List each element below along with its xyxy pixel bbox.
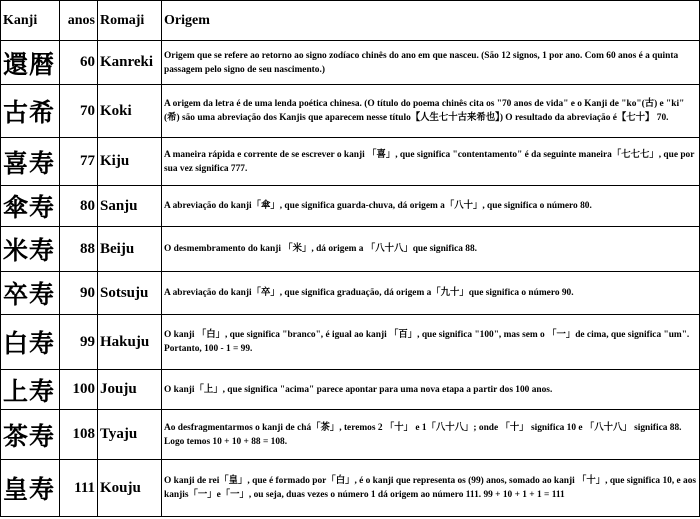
origem-cell: O kanji「上」, que significa "acima" parece apontar para uma nova etapa a partir dos 100 anos. [162,370,700,410]
romaji-cell: Beiju [98,227,162,272]
kanji-cell: 米寿 [1,227,60,272]
table-row [1,315,700,370]
romaji-cell: Tyaju [98,410,162,460]
anos-cell: 108 [60,410,98,460]
header-origem: Origem [162,1,700,41]
origem-cell: O desmembramento do kanji 「米」, dá origem a 「八十八」que significa 88. [162,227,700,272]
romaji-cell: Kouju [98,460,162,517]
romaji-cell: Sanju [98,186,162,227]
romaji-cell: Kanreki [98,41,162,85]
kanji-cell: 還暦 [1,41,60,85]
kanji-cell: 上寿 [1,370,60,410]
anos-cell: 90 [60,272,98,315]
origem-cell: Ao desfragmentarmos o kanji de chá「茶」, teremos 2 「十」 e 1「八十八」; onde 「十」 significa 10 e 「八十八」 significa 88. Logo temos 10 + 10 + 88 = 108. [162,410,700,460]
kanji-cell: 喜寿 [1,138,60,186]
kanji-cell: 傘寿 [1,186,60,227]
origem-cell: A origem da letra é de uma lenda poética chinesa. (O título do poema chinês cita os "70 anos de vida" e o Kanji de "ko"(古) e "ki"(希) são uma abreviação dos Kanjis que aparecem nesse título【人生七十古来希也】) O resultado da abreviação é【七十】 70. [162,85,700,138]
romaji-cell: Hakuju [98,315,162,370]
header-row [1,1,700,41]
kanji-cell: 茶寿 [1,410,60,460]
header-romaji: Romaji [98,1,162,41]
anos-cell: 111 [60,460,98,517]
origem-cell: A abreviação do kanji「傘」, que significa guarda-chuva, dá origem a「八十」, que significa o número 80. [162,186,700,227]
table-row [1,370,700,410]
table-row [1,138,700,186]
kanji-cell: 皇寿 [1,460,60,517]
kanji-cell: 白寿 [1,315,60,370]
origem-cell: O kanji de rei「皇」, que é formado por「白」, é o kanji que representa os (99) anos, somado ao kanji 「十」, que significa 10, e aos kanjis「一」e「一」, ou seja, duas vezes o número 1 dá origem ao número 111. 99 + 10 + 1 + 1 = 111 [162,460,700,517]
table-row [1,410,700,460]
table-row [1,85,700,138]
origem-cell: O kanji 「白」, que significa "branco", é igual ao kanji 「百」, que significa "100", mas sem o 「一」de cima, que significa "um". Portanto, 100 - 1 = 99. [162,315,700,370]
anos-cell: 100 [60,370,98,410]
romaji-cell: Sotsuju [98,272,162,315]
header-anos: anos [60,1,98,41]
anos-cell: 80 [60,186,98,227]
anos-cell: 60 [60,41,98,85]
table-row [1,227,700,272]
kanji-cell: 卒寿 [1,272,60,315]
origem-cell: A abreviação do kanji「卒」, que significa graduação, dá origem a「九十」que significa o número 90. [162,272,700,315]
table-row [1,272,700,315]
header-kanji: Kanji [1,1,60,41]
anos-cell: 99 [60,315,98,370]
romaji-cell: Kiju [98,138,162,186]
anos-cell: 88 [60,227,98,272]
table-row [1,41,700,85]
anos-cell: 77 [60,138,98,186]
table-row [1,460,700,517]
table-row [1,186,700,227]
romaji-cell: Koki [98,85,162,138]
romaji-cell: Jouju [98,370,162,410]
origem-cell: A maneira rápida e corrente de se escrever o kanji 「喜」, que significa "contentamento" é da seguinte maneira「七七七」, que por sua vez significa 777. [162,138,700,186]
anos-cell: 70 [60,85,98,138]
origem-cell: Origem que se refere ao retorno ao signo zodíaco chinês do ano em que nasceu. (São 12 signos, 1 por ano. Com 60 anos é a quinta passagem pelo signo de seu nascimento.) [162,41,700,85]
kanji-cell: 古希 [1,85,60,138]
